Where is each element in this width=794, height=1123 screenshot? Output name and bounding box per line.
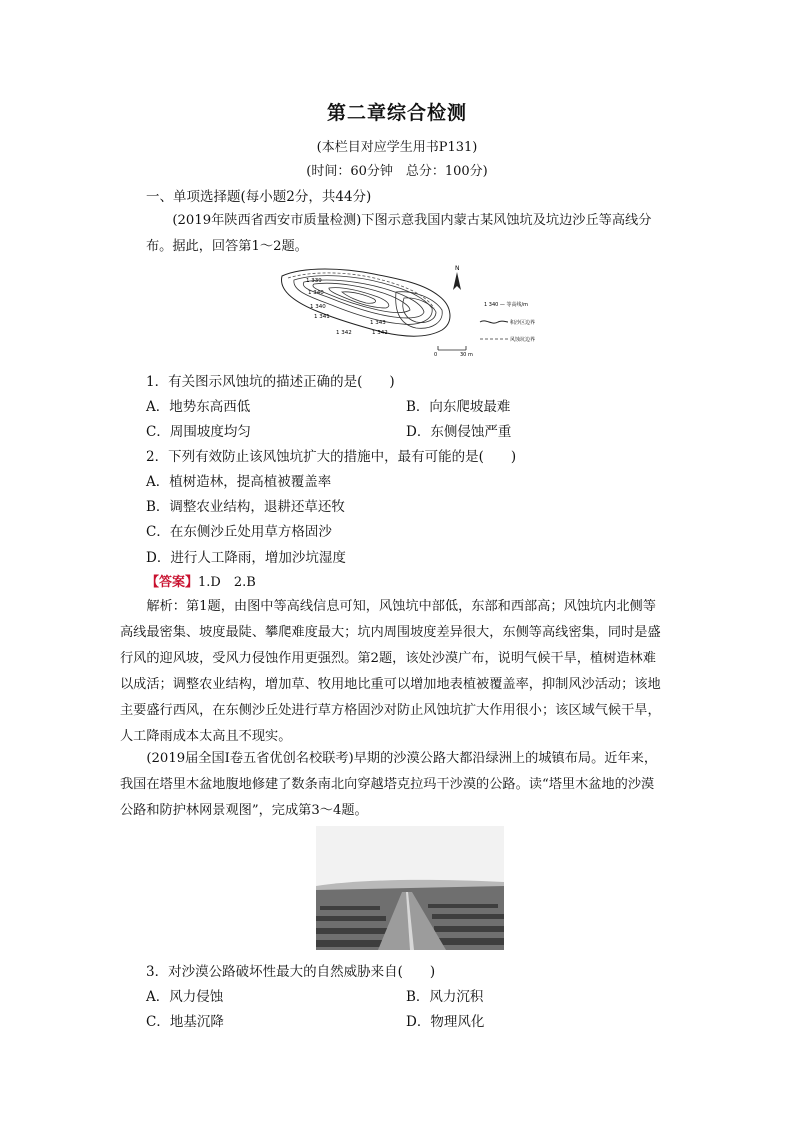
- intro-text-2: (2019届全国Ⅰ卷五省优创名校联考)早期的沙漠公路大都沿绿洲上的城镇布局。近年来，我国在塔里木盆地腹地修建了数条南北向穿越塔克拉玛干沙漠的公路。读“塔里木盆地的沙漠公路和防护林网景观图”，完成第3～4题。: [120, 751, 658, 818]
- question-2-stem: 2．下列有效防止该风蚀坑扩大的措施中，最有可能的是( ): [146, 449, 517, 465]
- answer-line: [146, 571, 256, 590]
- question-1-option-c: C．周围坡度均匀: [146, 424, 251, 440]
- intro-paragraph-1: [146, 208, 664, 260]
- contour-label: 1 339: [306, 278, 322, 284]
- question-2-option-b: B．调整农业结构，退耕还草还牧: [146, 499, 345, 515]
- north-arrow-icon: [453, 265, 461, 290]
- section-heading: 一、单项选择题(每小题2分，共44分): [146, 189, 372, 205]
- contour-label: 1 342: [336, 330, 352, 336]
- north-label: N: [455, 265, 460, 272]
- question-1-stem: 1．有关图示风蚀坑的描述正确的是( ): [146, 374, 395, 390]
- page-subtitle: (本栏目对应学生用书P131): [316, 140, 478, 155]
- scale-zero: 0: [434, 352, 438, 358]
- question-2-option-c: C．在东侧沙丘处用草方格固沙: [146, 524, 332, 540]
- question-2-option-d: D．进行人工降雨，增加沙坑湿度: [146, 550, 346, 566]
- question-1-option-a: A．地势东高西低: [146, 399, 251, 415]
- intro-text-1: (2019年陕西省西安市质量检测)下图示意我国内蒙古某风蚀坑及坑边沙丘等高线分布。据此，回答第1～2题。: [146, 213, 652, 254]
- legend-contour: 1 340 — 等高线/m: [484, 302, 529, 308]
- contour-label: 1 340: [308, 290, 324, 296]
- contour-map-figure: [274, 262, 554, 358]
- analysis-text: 解析：第1题，由图中等高线信息可知，风蚀坑中部低，东部和西部高；风蚀坑内北侧等高线最密集、坡度最陡、攀爬难度最大；坑内周围坡度差异很大，东侧等高线密集，同时是盛行风的迎风坡，受风力侵蚀作用更强烈。第2题，该处沙漠广布，说明气候干旱，植树造林难以成活；调整农业结构，增加草、牧用地比重可以增加地表植被覆盖率，抑制风沙活动；该地主要盛行西风，在东侧沙丘处进行草方格固沙对防止风蚀坑扩大作用很小；该区域气候干旱，人工降雨成本太高且不现实。: [120, 599, 661, 744]
- contour-label: 1 340: [310, 304, 326, 310]
- desert-road-photo: [316, 826, 504, 950]
- page-title: 第二章综合检测: [326, 102, 467, 124]
- time-info: (时间：60分钟 总分：100分): [306, 164, 488, 179]
- question-3-stem: 3．对沙漠公路破坏性最大的自然威胁来自( ): [146, 964, 436, 980]
- contour-label: 1 343: [370, 320, 386, 326]
- legend-pit-boundary: 风蚀坑边界: [510, 337, 536, 343]
- scale-bar: [434, 346, 473, 358]
- question-3-option-b: B．风力沉积: [406, 989, 484, 1005]
- legend-dune-boundary: 积沙区边界: [510, 320, 536, 326]
- map-legend: [480, 301, 535, 343]
- intro-paragraph-2: [120, 746, 664, 824]
- contour-label: 1 342: [372, 330, 388, 336]
- question-1-option-d: D．东侧侵蚀严重: [406, 424, 512, 440]
- question-3-option-d: D．物理风化: [406, 1014, 485, 1030]
- question-3-option-c: C．地基沉降: [146, 1014, 224, 1030]
- question-3-option-a: A．风力侵蚀: [146, 989, 224, 1005]
- question-2-option-a: A．植树造林，提高植被覆盖率: [146, 474, 332, 490]
- scale-end: 30 m: [460, 352, 473, 358]
- question-1-option-b: B．向东爬坡最难: [406, 399, 511, 415]
- answer-tag: 【答案】: [146, 575, 199, 590]
- answer-text: 1.D 2.B: [198, 575, 256, 590]
- analysis-paragraph: [120, 594, 664, 750]
- contour-label: 1 341: [314, 314, 330, 320]
